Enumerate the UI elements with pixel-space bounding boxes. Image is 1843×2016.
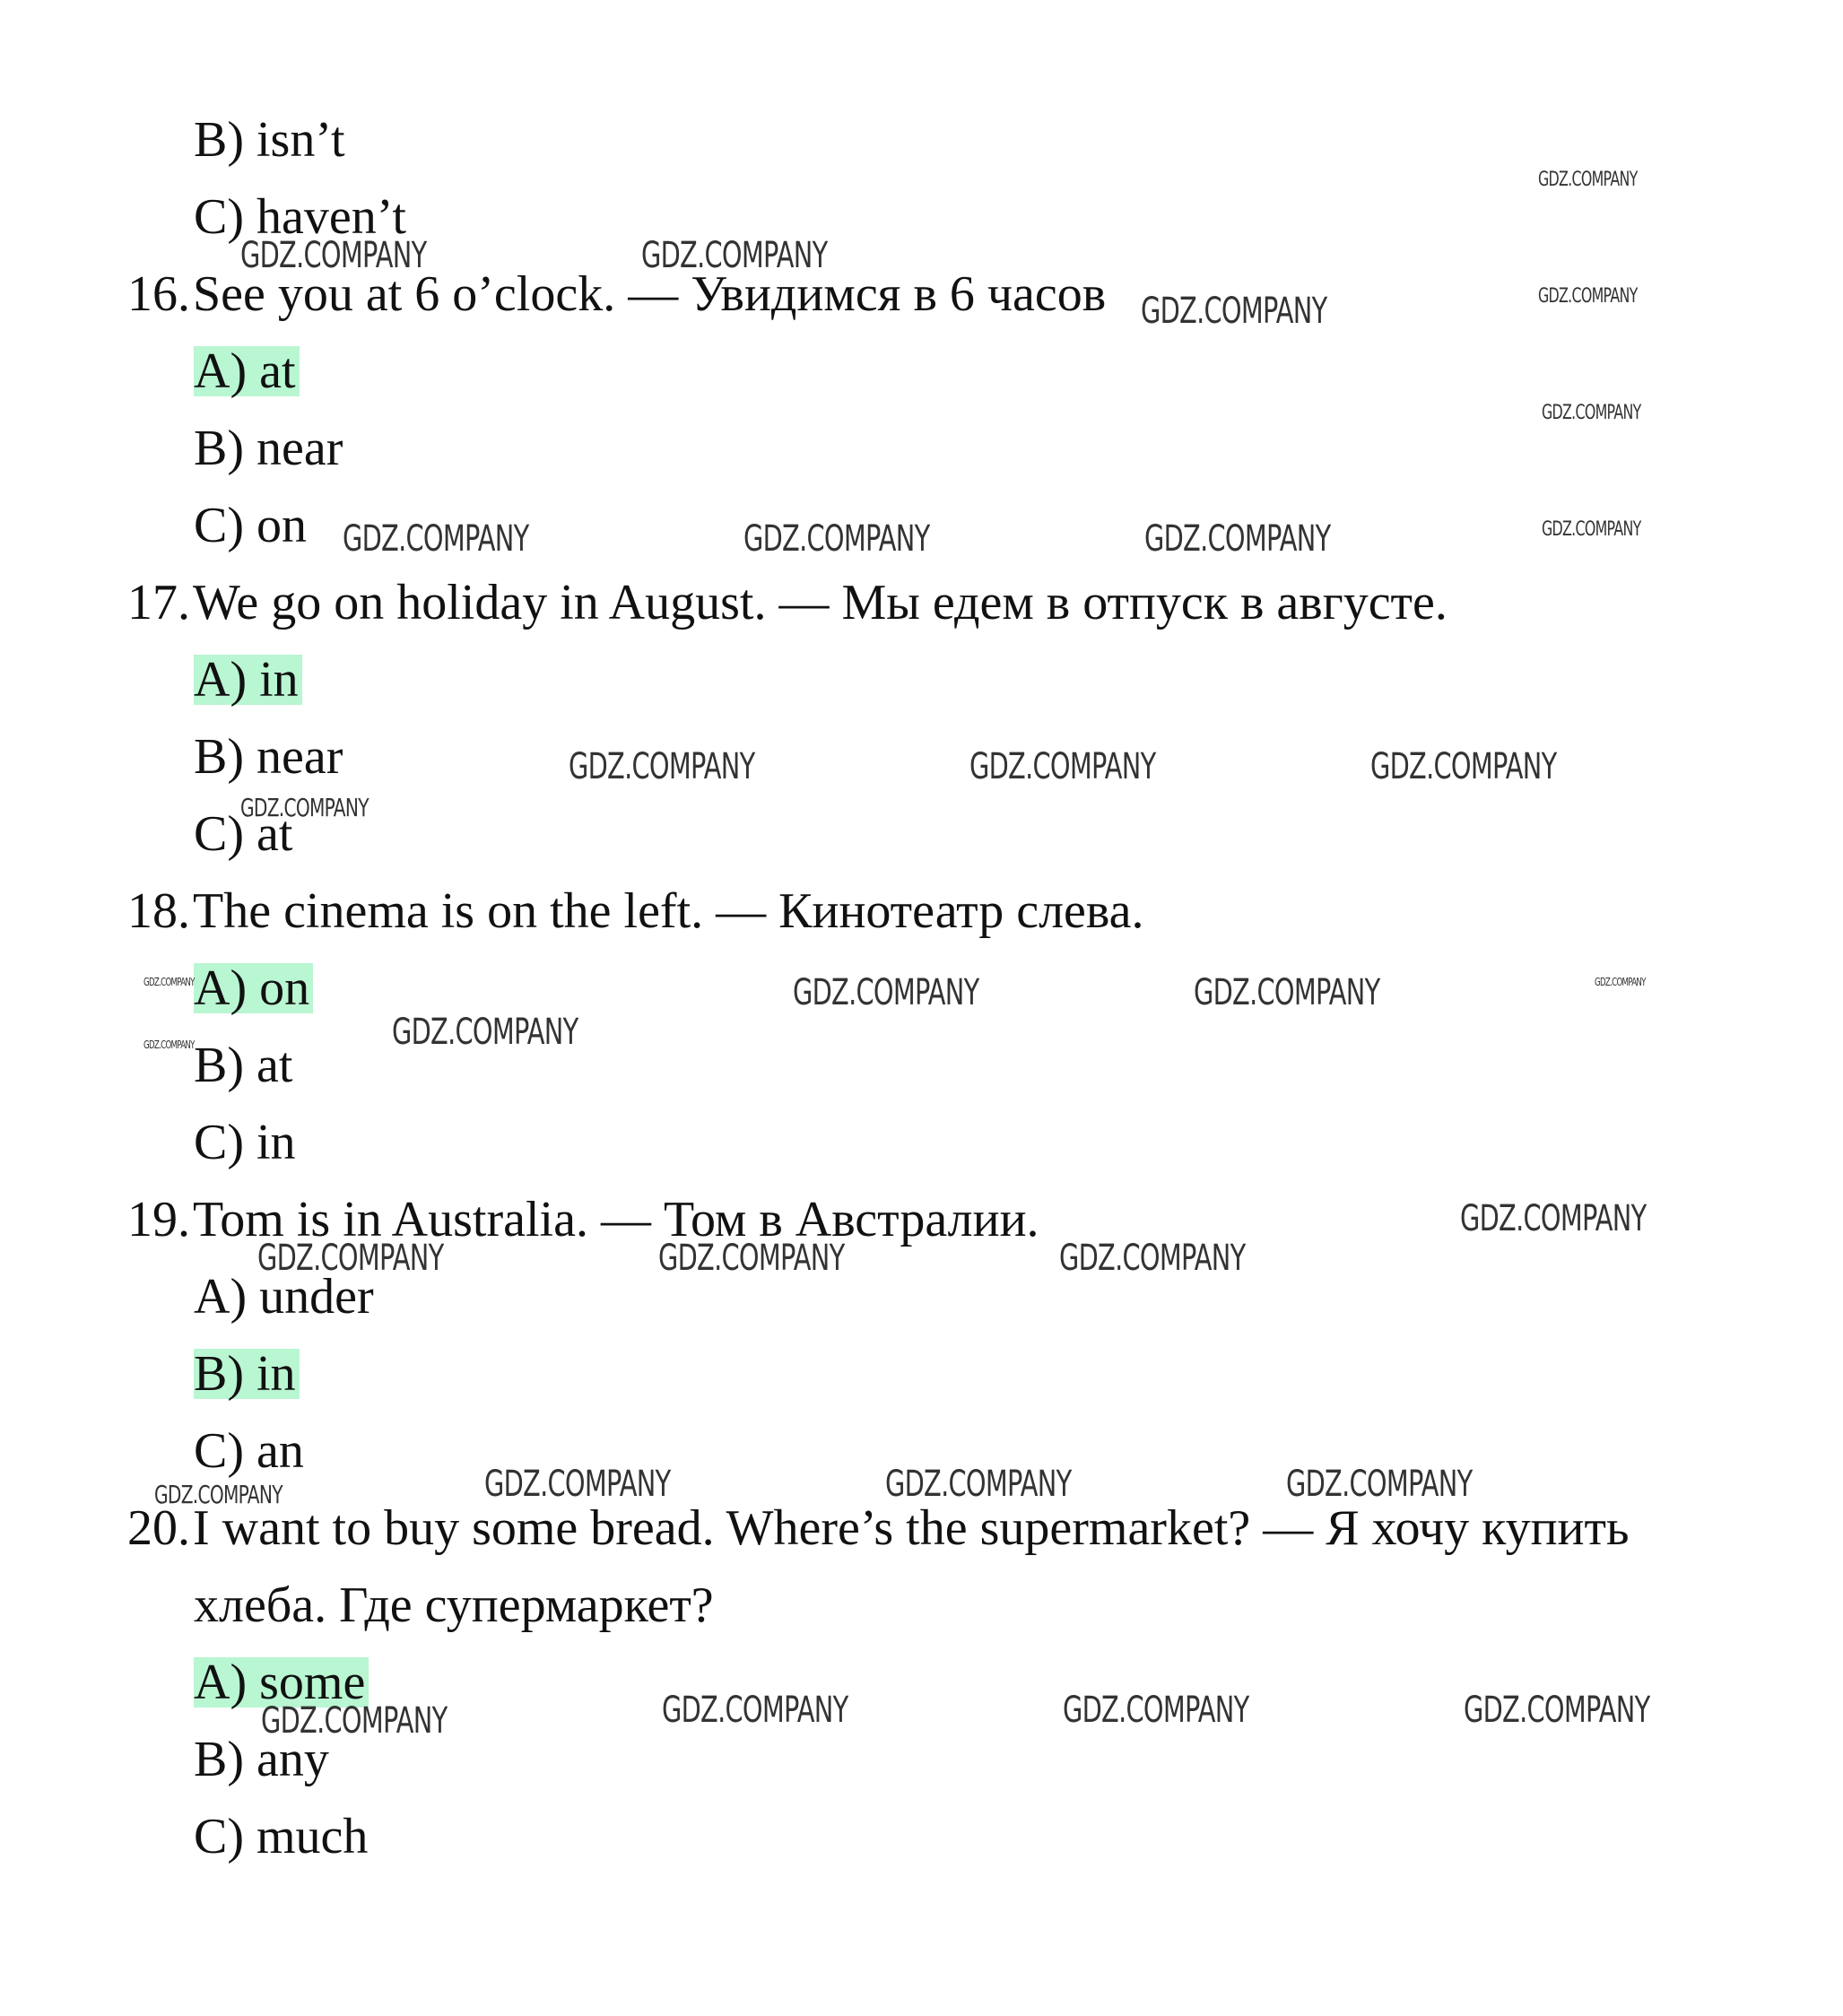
question-text: The cinema is on the left. — Кинотеатр слева. (193, 883, 1144, 939)
watermark: GDZ.COMPANY (658, 1238, 845, 1279)
option-a: A) under (194, 1269, 374, 1325)
option-c: C) in (194, 1115, 296, 1170)
question-number: 17. (127, 575, 190, 630)
question-text: We go on holiday in August. — Мы едем в отпуск в августе. (193, 575, 1447, 630)
question-text-continuation: хлеба. Где супермаркет? (194, 1577, 714, 1633)
option-b-correct: B) in (194, 1349, 300, 1399)
watermark: GDZ.COMPANY (261, 1700, 448, 1742)
option-c: C) haven’t (194, 189, 406, 245)
watermark: GDZ.COMPANY (885, 1464, 1072, 1505)
option-a-correct: A) in (194, 655, 302, 705)
watermark: GDZ.COMPANY (1542, 518, 1641, 541)
watermark: GDZ.COMPANY (1141, 291, 1327, 332)
watermark: GDZ.COMPANY (143, 976, 195, 988)
option-b: B) at (194, 1038, 293, 1093)
option-c: C) much (194, 1809, 369, 1864)
watermark: GDZ.COMPANY (1538, 285, 1638, 308)
option-b: B) near (194, 421, 343, 476)
watermark: GDZ.COMPANY (343, 518, 529, 560)
watermark: GDZ.COMPANY (1370, 746, 1557, 787)
option-c: C) on (194, 498, 307, 553)
watermark: GDZ.COMPANY (1063, 1690, 1249, 1731)
watermark: GDZ.COMPANY (257, 1238, 444, 1279)
watermark: GDZ.COMPANY (154, 1480, 283, 1509)
watermark: GDZ.COMPANY (1595, 976, 1646, 988)
watermark: GDZ.COMPANY (1059, 1238, 1246, 1279)
watermark: GDZ.COMPANY (793, 972, 979, 1013)
watermark: GDZ.COMPANY (743, 518, 930, 560)
question-text: Tom is in Australia. — Том в Австралии. (193, 1192, 1039, 1247)
option-b: B) isn’t (194, 112, 345, 168)
watermark: GDZ.COMPANY (641, 235, 828, 276)
watermark: GDZ.COMPANY (1194, 972, 1380, 1013)
question-number: 20. (127, 1500, 190, 1556)
question-text: I want to buy some bread. Where’s the supermarket? — Я хочу купить (193, 1500, 1630, 1556)
watermark: GDZ.COMPANY (969, 746, 1156, 787)
option-c: C) at (194, 806, 293, 862)
question-text: See you at 6 o’clock. — Увидимся в 6 часов (193, 266, 1107, 322)
question-number: 16. (127, 266, 190, 322)
option-b: B) any (194, 1732, 329, 1787)
watermark: GDZ.COMPANY (392, 1012, 578, 1053)
option-a-correct: A) some (194, 1657, 369, 1708)
option-a-correct: A) on (194, 963, 313, 1013)
option-a-correct: A) at (194, 346, 300, 396)
watermark: GDZ.COMPANY (1464, 1690, 1650, 1731)
watermark: GDZ.COMPANY (1538, 169, 1638, 191)
watermark: GDZ.COMPANY (1460, 1198, 1647, 1239)
watermark: GDZ.COMPANY (240, 793, 369, 822)
watermark: GDZ.COMPANY (1542, 402, 1641, 424)
watermark: GDZ.COMPANY (240, 235, 427, 276)
watermark: GDZ.COMPANY (484, 1464, 671, 1505)
watermark: GDZ.COMPANY (662, 1690, 848, 1731)
question-number: 18. (127, 883, 190, 939)
question-number: 19. (127, 1192, 190, 1247)
option-c: C) an (194, 1423, 304, 1479)
watermark: GDZ.COMPANY (569, 746, 755, 787)
watermark: GDZ.COMPANY (143, 1038, 195, 1051)
option-b: B) near (194, 729, 343, 785)
watermark: GDZ.COMPANY (1144, 518, 1331, 560)
watermark: GDZ.COMPANY (1286, 1464, 1473, 1505)
